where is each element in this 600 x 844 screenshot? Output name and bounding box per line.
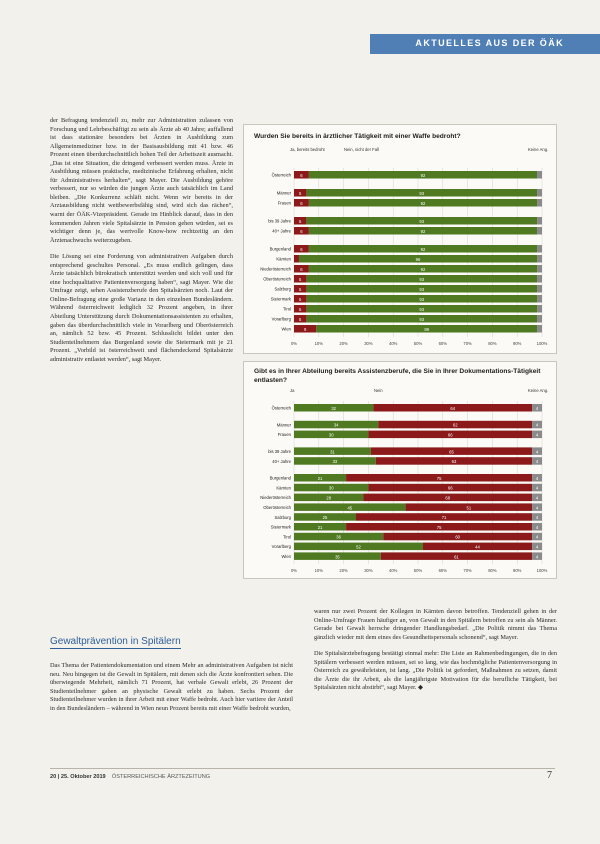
bar-segment <box>537 189 542 197</box>
category-label: Wien <box>281 326 291 332</box>
section-heading: Gewaltprävention in Spitälern <box>50 636 181 647</box>
chart-weapon-threat <box>243 124 557 354</box>
category-label: Steiermark <box>270 524 291 530</box>
bar-value-label: 4 <box>535 459 539 465</box>
category-label: Salzburg <box>274 286 291 292</box>
x-tick-label: 50% <box>413 568 423 574</box>
bar-value-label: 4 <box>535 544 539 550</box>
x-tick-label: 0% <box>290 341 298 346</box>
category-label: Steiermark <box>270 296 291 302</box>
x-tick-label: 50% <box>413 341 423 346</box>
bar-value-label: 93 <box>419 218 425 224</box>
bar-value-label: 71 <box>441 515 447 521</box>
bar-value-label: 4 <box>535 554 539 560</box>
x-tick-label: 90% <box>513 568 522 574</box>
chart-plot <box>244 362 556 578</box>
x-tick-label: 40% <box>389 341 398 346</box>
category-label: Salzburg <box>274 514 291 520</box>
category-label: Burgenland <box>269 475 291 481</box>
bar-value-label: 92 <box>420 172 426 178</box>
bar-value-label: 25 <box>322 515 328 521</box>
category-label: Österreich <box>271 172 291 178</box>
bar-value-label: 89 <box>424 326 430 332</box>
legend-item: Nein <box>374 388 383 393</box>
bar-segment <box>537 305 542 313</box>
bar-value-label: 63 <box>451 459 457 465</box>
bar-value-label: 93 <box>419 190 425 196</box>
x-tick-label: 60% <box>438 568 447 574</box>
category-label: Niederösterreich <box>260 495 291 501</box>
bar-value-label: 34 <box>333 422 339 428</box>
legend-item: Keine Ang. <box>528 388 549 393</box>
bar-value-label: 44 <box>475 544 480 550</box>
article-left-column <box>50 117 233 372</box>
bar-value-label: 5 <box>299 316 302 322</box>
category-label: bis 39 Jahre <box>268 218 291 224</box>
category-label: Frauen <box>277 432 291 438</box>
bar-value-label: 4 <box>535 495 539 501</box>
bar-value-label: 30 <box>328 485 334 491</box>
bar-value-label: 36 <box>336 534 341 540</box>
category-label: Kärnten <box>276 485 291 491</box>
page-number: 7 <box>547 770 552 781</box>
category-label: Tirol <box>283 306 291 312</box>
x-tick-label: 70% <box>463 341 472 346</box>
bar-value-label: 4 <box>535 432 539 438</box>
bar-value-label: 4 <box>535 515 539 521</box>
bar-value-label: 92 <box>420 200 426 206</box>
x-tick-label: 100% <box>536 568 548 574</box>
bar-value-label: 93 <box>419 296 425 302</box>
bar-segment <box>537 245 542 253</box>
bar-value-label: 92 <box>420 266 426 272</box>
x-tick-label: 40% <box>389 568 398 574</box>
bar-value-label: 5 <box>299 218 302 224</box>
article-paragraph: Die Lösung sei eine Forderung von administrativen Aufgaben durch entsprechend geschultes Personal. „Es muss endlich gelingen, dass Ärzte tatsächlich bürokratisch unterstützt werden und sich voll und für eine hochqualitative Patientenversorgung haben“, sagt Mayer. Wie die Umfrage zeigt, sehen Assistenzberufe den Spitalsärzten noch. Laut der Online-Befragung eine große Varianz in den einzelnen Bundesländern. Während österreichweit lediglich 32 Prozent angeben, in ihrer Abteilung Unterstützung durch Dokumentationsassistenten zu erhalten, gaben das überdurchschnittlich viele in Vorarlberg und Oberösterreich an, nämlich 52 bzw. 45 Prozent. Schlusslicht bildet unter den Studienteilnehmern das Burgenland sowie die Steiermark mit je 21 Prozent. „Vorbild ist österreichweit und flächendeckend Spitalsärzte administrativ entlastet werden“, sagt Mayer. <box>50 253 233 363</box>
x-tick-label: 20% <box>339 568 348 574</box>
bar-value-label: 6 <box>300 200 303 206</box>
bar-value-label: 4 <box>535 524 539 530</box>
bar-segment <box>537 275 542 283</box>
bar-value-label: 93 <box>419 306 425 312</box>
bar-segment <box>537 265 542 273</box>
bar-value-label: 6 <box>300 246 303 252</box>
article-bottom-left: Das Thema der Patientendokumentation und einem Mehr an administrativen Aufgaben ist nicht neu. Neu hingegen ist die Gewalt in Spitälern, mit denen sich die Ärzte konfrontiert sehen. Die überwiegende Mehrheit, nämlich 71 Prozent, hat verbale Gewalt erlebt, 26 Prozent der Studienteilnehmer gaben an physische Gewalt erlebt zu haben. Sechs Prozent der Studienteilnehmer wurden in ihrer Arbeit mit einer Waffe bedroht. Auch hier variiere der Anteil in den Bundesländern – während in Wien neun Prozent bereits mit einer Waffe bedroht wurden, <box>50 662 293 712</box>
category-label: Vorarlberg <box>271 544 291 550</box>
x-tick-label: 0% <box>290 568 298 574</box>
bar-value-label: 4 <box>535 422 539 428</box>
bar-segment <box>537 255 542 263</box>
bar-value-label: 21 <box>317 524 323 530</box>
bar-value-label: 66 <box>447 485 453 491</box>
bar-value-label: 60 <box>455 534 461 540</box>
article-paragraph: waren nur zwei Prozent der Kollegen in Kärnten davon betroffen. Tendenziell gehen in der Online-Umfrage Frauen häufiger an, von Gewalt in den Spitälern betroffen zu sein als Männer. Gerade bei Gewalt herrsche dringender Handlungsbedarf. „Die Politik nimmt das Thema gänzlich wieder mit dem eines des Gesundheitspersonals schonend“, sagt Mayer. <box>314 608 557 641</box>
x-tick-label: 10% <box>314 341 323 346</box>
legend-item: Ja <box>290 388 295 393</box>
category-label: bis 39 Jahre <box>268 449 291 455</box>
bar-value-label: 92 <box>420 246 426 252</box>
category-label: Niederösterreich <box>260 266 291 272</box>
bar-segment <box>537 295 542 303</box>
category-label: Österreich <box>271 405 291 411</box>
chart-title: Wurden Sie bereits in ärztlicher Tätigkeit mit einer Waffe bedroht? <box>254 133 461 140</box>
bar-value-label: 6 <box>300 172 303 178</box>
footer-magazine: ÖSTERREICHISCHE ÄRZTEZEITUNG <box>111 774 211 780</box>
bar-value-label: 45 <box>347 505 353 511</box>
bar-value-label: 93 <box>419 286 425 292</box>
article-bottom-right <box>314 608 557 701</box>
category-label: Männer <box>276 190 291 196</box>
x-tick-label: 60% <box>438 341 447 346</box>
category-label: 40+ Jahre <box>272 458 291 464</box>
bar-value-label: 4 <box>535 485 539 491</box>
bar-value-label: 4 <box>535 449 539 455</box>
x-tick-label: 30% <box>364 341 373 346</box>
bar-value-label: 5 <box>299 306 302 312</box>
x-tick-label: 30% <box>364 568 373 574</box>
bar-segment <box>537 285 542 293</box>
bar-value-label: 93 <box>419 276 425 282</box>
x-tick-label: 80% <box>488 341 497 346</box>
bar-value-label: 5 <box>299 286 302 292</box>
footer-issue: 20 | 25. Oktober 2019 <box>50 774 106 780</box>
bar-value-label: 5 <box>299 276 302 282</box>
article-paragraph: Die Spitalsärztebefragung bestätigt einmal mehr: Die Liste an Rahmenbedingungen, die in den Spitälern verbessert werden müssen, sei so lang, wie das hochmögliche Patientenversorgung in Österreich zu gewährleisten, ist lang. „Die Politik ist gefordert, Maßnahmen zu setzen, damit die Ärzte die ihr Arbeit, als die langjährigste Motivation für die berufliche Tätigkeit, bei Spitalsärzten nicht abstirbt“, sagt Mayer. ◆ <box>314 650 557 692</box>
bar-value-label: 92 <box>420 228 426 234</box>
chart-plot <box>244 125 556 353</box>
bar-value-label: 4 <box>535 534 539 540</box>
category-label: Burgenland <box>269 246 291 252</box>
category-label: Oberösterreich <box>263 276 291 282</box>
bar-value-label: 21 <box>317 475 323 481</box>
legend-item: Keine Ang. <box>528 147 549 152</box>
chart-assistant-staff <box>243 361 557 579</box>
bar-value-label: 35 <box>335 554 340 560</box>
bar-value-label: 4 <box>535 405 539 411</box>
footer-rule <box>50 768 555 769</box>
category-label: 40+ Jahre <box>272 228 291 234</box>
bar-value-label: 51 <box>466 505 472 511</box>
bar-value-label: 6 <box>300 266 303 272</box>
category-label: Oberösterreich <box>263 505 291 511</box>
bar-segment <box>537 171 542 179</box>
chart-title: Gibt es in Ihrer Abteilung bereits Assistenzberufe, die Sie in Ihrer Dokumentations-Tätigkeit entlasten? <box>254 368 541 384</box>
legend-item: Nein, nicht der Fall <box>344 147 379 152</box>
x-tick-label: 70% <box>463 568 472 574</box>
bar-value-label: 64 <box>450 405 456 411</box>
x-tick-label: 90% <box>513 341 522 346</box>
bar-value-label: 31 <box>330 449 335 455</box>
bar-value-label: 28 <box>326 495 332 501</box>
article-paragraph: der Befragung tendenziell zu, mehr zur Administration zulassen von Forschung und Lehrbeschäftigt zu sein als Ärzte ab 40 Jahre; auffallend ist dass stationäre besonders bei Ärzten in Ausbildung zum Allgemeinmediziner bzw. in der Basisausbildung mit 41 bzw. 46 Prozent einen überdurchschnittlich hohen Teil der Arbeitszeit ausmacht. „Das ist eine Situation, die dringend verbessert werden muss. Ärzte in Ausbildung müssen praktische, medizinische Erfahrung erhalten, nicht für Administratives herhalten“, sagt Mayer. Die Ausbildung gehöre verbessert, nur so würden die jungen Ärzte auch tatsächlich im Land bleiben. „Die Konkurrenz schläft nicht. Wenn wir bereits in der Arztausbildung nicht wettbewerbsfähig sind, wird sich das rächen“, warnt der ÖÄK-Vizepräsident. Gerade im Hinblick darauf, dass in den kommenden Jahren viele Spitalsärzte in Pension gehen würden, sei es wichtiger denn je, das wertvolle Know-how rechtzeitig an den Ärztenachwuchs weiterzugeben. <box>50 117 233 244</box>
bar-value-label: 75 <box>436 524 442 530</box>
category-label: Tirol <box>283 534 291 540</box>
bar-value-label: 5 <box>299 296 302 302</box>
bar-value-label: 6 <box>300 228 303 234</box>
bar-value-label: 61 <box>454 554 459 560</box>
x-tick-label: 20% <box>339 341 348 346</box>
bar-value-label: 30 <box>328 432 334 438</box>
bar-value-label: 9 <box>303 326 307 332</box>
category-label: Kärnten <box>276 256 291 262</box>
bar-segment <box>537 315 542 323</box>
section-header-title: AKTUELLES AUS DER ÖÄK <box>415 38 564 48</box>
bar-value-label: 52 <box>356 544 361 550</box>
x-tick-label: 10% <box>314 568 323 574</box>
x-tick-label: 100% <box>536 341 548 346</box>
bar-value-label: 5 <box>299 190 302 196</box>
bar-value-label: 32 <box>331 405 337 411</box>
bar-value-label: 68 <box>445 495 451 501</box>
bar-value-label: 96 <box>415 256 421 262</box>
category-label: Wien <box>281 554 291 560</box>
category-label: Frauen <box>277 200 291 206</box>
page-footer <box>50 774 210 780</box>
bar-value-label: 33 <box>332 459 338 465</box>
bar-segment <box>537 325 542 333</box>
bar-value-label: 4 <box>535 505 539 511</box>
bar-value-label: 75 <box>436 475 442 481</box>
bar-value-label: 93 <box>419 316 425 322</box>
category-label: Vorarlberg <box>271 316 291 322</box>
bar-segment <box>537 217 542 225</box>
category-label: Männer <box>276 422 291 428</box>
x-tick-label: 80% <box>488 568 497 574</box>
bar-segment <box>537 199 542 207</box>
bar-value-label: 62 <box>452 422 458 428</box>
bar-value-label: 66 <box>447 432 453 438</box>
bar-segment <box>294 255 299 263</box>
bar-segment <box>537 227 542 235</box>
bar-value-label: 65 <box>449 449 454 455</box>
legend-item: Ja, bereits bedroht <box>290 147 325 152</box>
bar-value-label: 4 <box>535 475 539 481</box>
